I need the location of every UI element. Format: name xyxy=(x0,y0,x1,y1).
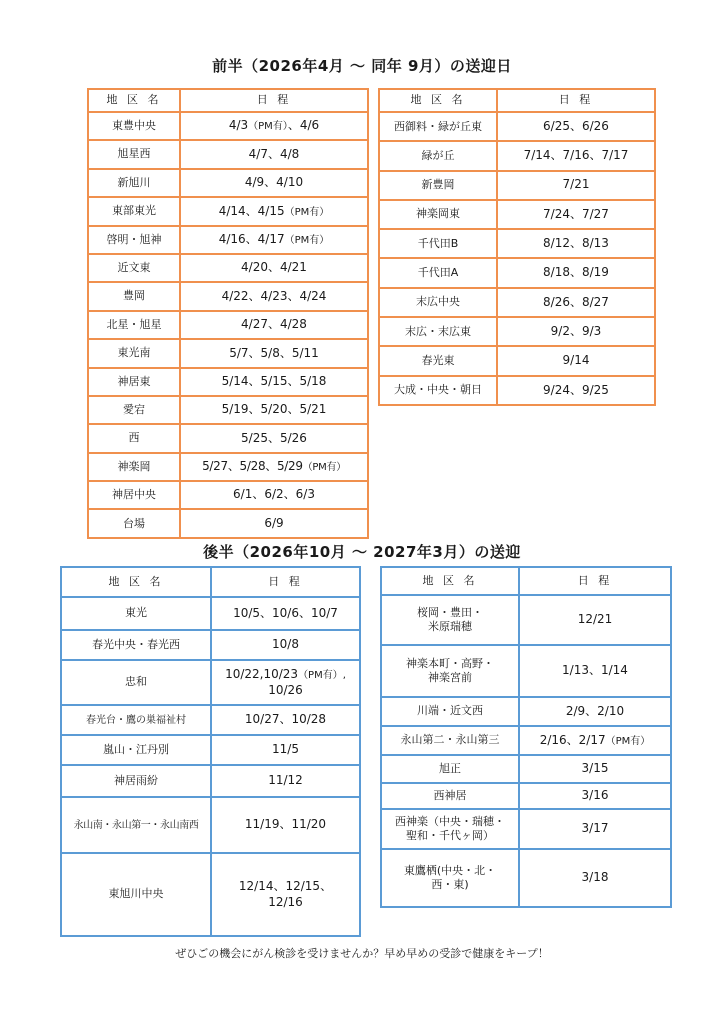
area-cell: 春光中央・春光西 xyxy=(61,630,211,660)
table-row xyxy=(61,660,360,705)
table-row xyxy=(381,726,671,755)
footer-message: ぜひごの機会にがん検診を受けませんか？早め早めの受診で健康をキープ！ xyxy=(175,947,549,960)
area-cell: 千代田A xyxy=(379,258,497,287)
table-row xyxy=(379,229,655,258)
area-cell: 東光南 xyxy=(88,339,180,367)
date-cell: 9/2、9/3 xyxy=(497,317,655,346)
date-cell: 3/18 xyxy=(519,849,671,907)
date-cell: 6/1、6/2、6/3 xyxy=(180,481,368,509)
area-cell: 近文東 xyxy=(88,254,180,282)
date-cell: 10/27、10/28 xyxy=(211,705,360,735)
date-cell: 10/22,10/23（PM有）, 10/26 xyxy=(211,660,360,705)
table-row xyxy=(61,630,360,660)
table-row xyxy=(381,697,671,726)
area-cell: 大成・中央・朝日 xyxy=(379,376,497,405)
date-cell: 12/14、12/15、 12/16 xyxy=(211,853,360,936)
table-header-row xyxy=(88,89,368,112)
area-cell: 西神居 xyxy=(381,783,519,809)
table-row xyxy=(88,509,368,537)
date-cell: 4/22、4/23、4/24 xyxy=(180,282,368,310)
second-half-title: 後半（2026年10月 ～ 2027年3月）の送迎 xyxy=(203,543,521,561)
table-row xyxy=(381,783,671,809)
date-cell: 10/5、10/6、10/7 xyxy=(211,597,360,630)
date-cell: 11/19、11/20 xyxy=(211,797,360,853)
date-cell: 8/26、8/27 xyxy=(497,288,655,317)
area-cell: 千代田B xyxy=(379,229,497,258)
table-row xyxy=(61,797,360,853)
date-cell: 4/14、4/15（PM有） xyxy=(180,197,368,225)
date-cell: 7/21 xyxy=(497,171,655,200)
date-cell: 2/9、2/10 xyxy=(519,697,671,726)
table-row xyxy=(88,339,368,367)
area-cell: 東部東光 xyxy=(88,197,180,225)
area-cell: 旭正 xyxy=(381,755,519,783)
date-cell: 4/20、4/21 xyxy=(180,254,368,282)
area-cell: 新旭川 xyxy=(88,169,180,197)
table-row xyxy=(61,705,360,735)
date-cell: 5/14、5/15、5/18 xyxy=(180,368,368,396)
table-row xyxy=(88,368,368,396)
table-row xyxy=(381,809,671,849)
date-cell: 7/14、7/16、7/17 xyxy=(497,141,655,170)
area-cell: 神楽本町・高野・ 神楽宮前 xyxy=(381,645,519,697)
date-cell: 8/12、8/13 xyxy=(497,229,655,258)
area-cell: 緑が丘 xyxy=(379,141,497,170)
area-cell: 末広・末広東 xyxy=(379,317,497,346)
table-row xyxy=(88,226,368,254)
first-half-title: 前半（2026年4月 ～ 同年 9月）の送迎日 xyxy=(212,57,512,75)
area-cell: 新豊岡 xyxy=(379,171,497,200)
table-row xyxy=(381,755,671,783)
date-cell: 3/17 xyxy=(519,809,671,849)
area-cell: 西神楽（中央・瑞穂・ 聖和・千代ヶ岡） xyxy=(381,809,519,849)
area-cell: 永山第二・永山第三 xyxy=(381,726,519,755)
area-cell: 神居東 xyxy=(88,368,180,396)
second-half-left-table xyxy=(60,566,361,937)
area-cell: 神居雨紛 xyxy=(61,765,211,797)
date-cell: 4/3（PM有）、4/6 xyxy=(180,112,368,140)
area-cell: 嵐山・江丹別 xyxy=(61,735,211,765)
area-cell: 忠和 xyxy=(61,660,211,705)
second-half-right-table xyxy=(380,566,672,908)
table-header-row xyxy=(381,567,671,595)
table-row xyxy=(379,141,655,170)
date-cell: 10/8 xyxy=(211,630,360,660)
area-cell: 春光台・鷹の巣福祉村 xyxy=(61,705,211,735)
date-cell: 4/27、4/28 xyxy=(180,311,368,339)
table-header-row xyxy=(61,567,360,597)
first-half-left-table xyxy=(87,88,369,539)
table-row xyxy=(88,481,368,509)
area-cell: 啓明・旭神 xyxy=(88,226,180,254)
table-row xyxy=(379,317,655,346)
date-cell: 9/24、9/25 xyxy=(497,376,655,405)
table-row xyxy=(379,200,655,229)
date-cell: 3/16 xyxy=(519,783,671,809)
first-half-right-table xyxy=(378,88,656,406)
area-cell: 川端・近文西 xyxy=(381,697,519,726)
table-row xyxy=(88,282,368,310)
table-row xyxy=(88,197,368,225)
area-cell: 西御料・緑が丘東 xyxy=(379,112,497,141)
area-column-header: 地 区 名 xyxy=(88,89,180,112)
area-cell: 豊岡 xyxy=(88,282,180,310)
table-row xyxy=(381,645,671,697)
area-cell: 東光 xyxy=(61,597,211,630)
table-row xyxy=(379,376,655,405)
area-cell: 旭星西 xyxy=(88,140,180,168)
date-cell: 5/27、5/28、5/29（PM有） xyxy=(180,453,368,481)
table-row xyxy=(381,849,671,907)
table-row xyxy=(379,288,655,317)
date-cell: 8/18、8/19 xyxy=(497,258,655,287)
date-cell: 3/15 xyxy=(519,755,671,783)
table-row xyxy=(379,171,655,200)
area-column-header: 地 区 名 xyxy=(379,89,497,112)
date-cell: 5/7、5/8、5/11 xyxy=(180,339,368,367)
table-row xyxy=(88,169,368,197)
area-cell: 神居中央 xyxy=(88,481,180,509)
date-cell: 11/5 xyxy=(211,735,360,765)
table-row xyxy=(88,424,368,452)
date-cell: 4/9、4/10 xyxy=(180,169,368,197)
date-cell: 6/25、6/26 xyxy=(497,112,655,141)
table-row xyxy=(61,765,360,797)
area-cell: 桜岡・豊田・ 米原瑞穂 xyxy=(381,595,519,645)
area-cell: 永山南・永山第一・永山南西 xyxy=(61,797,211,853)
date-cell: 11/12 xyxy=(211,765,360,797)
date-column-header: 日 程 xyxy=(497,89,655,112)
table-header-row xyxy=(379,89,655,112)
area-cell: 神楽岡東 xyxy=(379,200,497,229)
table-row xyxy=(88,311,368,339)
area-cell: 末広中央 xyxy=(379,288,497,317)
area-cell: 台場 xyxy=(88,509,180,537)
date-column-header: 日 程 xyxy=(519,567,671,595)
area-cell: 西 xyxy=(88,424,180,452)
date-cell: 4/7、4/8 xyxy=(180,140,368,168)
area-cell: 愛宕 xyxy=(88,396,180,424)
date-cell: 1/13、1/14 xyxy=(519,645,671,697)
table-row xyxy=(379,346,655,375)
date-cell: 4/16、4/17（PM有） xyxy=(180,226,368,254)
date-cell: 6/9 xyxy=(180,509,368,537)
area-cell: 東豊中央 xyxy=(88,112,180,140)
date-column-header: 日 程 xyxy=(211,567,360,597)
area-cell: 東鷹栖(中央・北・ 西・東) xyxy=(381,849,519,907)
date-cell: 5/25、5/26 xyxy=(180,424,368,452)
table-row xyxy=(379,112,655,141)
area-column-header: 地 区 名 xyxy=(61,567,211,597)
area-cell: 神楽岡 xyxy=(88,453,180,481)
area-cell: 北星・旭星 xyxy=(88,311,180,339)
table-row xyxy=(61,735,360,765)
area-column-header: 地 区 名 xyxy=(381,567,519,595)
date-cell: 7/24、7/27 xyxy=(497,200,655,229)
table-row xyxy=(61,597,360,630)
date-cell: 5/19、5/20、5/21 xyxy=(180,396,368,424)
table-row xyxy=(88,396,368,424)
table-row xyxy=(88,112,368,140)
date-cell: 9/14 xyxy=(497,346,655,375)
table-row xyxy=(379,258,655,287)
table-row xyxy=(88,453,368,481)
date-column-header: 日 程 xyxy=(180,89,368,112)
table-row xyxy=(88,254,368,282)
date-cell: 12/21 xyxy=(519,595,671,645)
table-row xyxy=(88,140,368,168)
table-row xyxy=(61,853,360,936)
area-cell: 東旭川中央 xyxy=(61,853,211,936)
date-cell: 2/16、2/17（PM有） xyxy=(519,726,671,755)
area-cell: 春光東 xyxy=(379,346,497,375)
table-row xyxy=(381,595,671,645)
